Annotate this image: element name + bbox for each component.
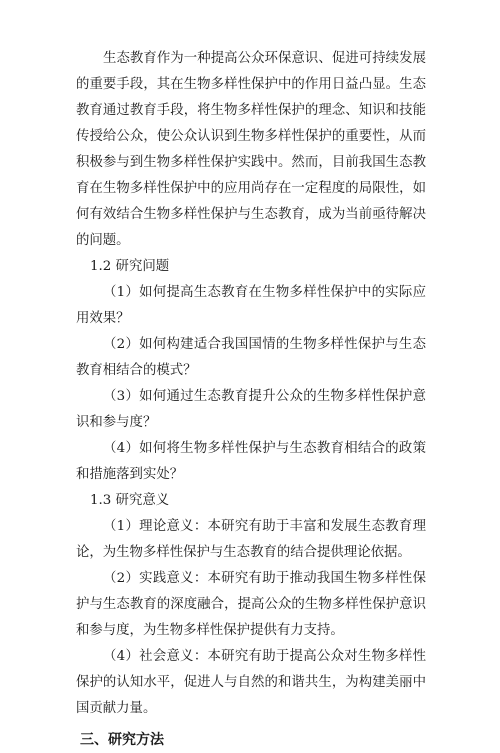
- section-heading-research-significance: 1.3 研究意义: [90, 493, 170, 508]
- intro-paragraph: 生态教育作为一种提高公众环保意识、促进可持续发展的重要手段，其在生物多样性保护中的作用日益凸显。生态教育通过教育手段，将生物多样性保护的理念、知识和技能传授给公众，使公众认识到生物多样性保护的重要性，从而积极参与到生物多样性保护实践中。然而，目前我国生态教育在生物多样性保护中的应用尚存在一定程度的局限性，如何有效结合生物多样性保护与生态教育，成为当前亟待解决的问题。: [76, 51, 426, 248]
- section-heading-research-questions: 1.2 研究问题: [90, 259, 170, 274]
- question-1: （1）如何提高生态教育在生物多样性保护中的实际应用效果？: [76, 285, 426, 326]
- significance-practical: （2）实践意义：本研究有助于推动我国生物多样性保护与生态教育的深度融合，提高公众的生物多样性保护意识和参与度，为生物多样性保护提供有力支持。: [76, 571, 426, 638]
- question-2: （2）如何构建适合我国国情的生物多样性保护与生态教育相结合的模式？: [76, 337, 426, 378]
- section-heading-research-methods: 三、研究方法: [80, 732, 164, 748]
- significance-theoretical: （1）理论意义：本研究有助于丰富和发展生态教育理论，为生物多样性保护与生态教育的结合提供理论依据。: [76, 519, 426, 560]
- significance-social: （4）社会意义：本研究有助于提高公众对生物多样性保护的认知水平，促进人与自然的和谐共生，为构建美丽中国贡献力量。: [76, 649, 426, 716]
- question-4: （4）如何将生物多样性保护与生态教育相结合的政策和措施落到实处？: [76, 441, 426, 482]
- question-3: （3）如何通过生态教育提升公众的生物多样性保护意识和参与度？: [76, 389, 426, 430]
